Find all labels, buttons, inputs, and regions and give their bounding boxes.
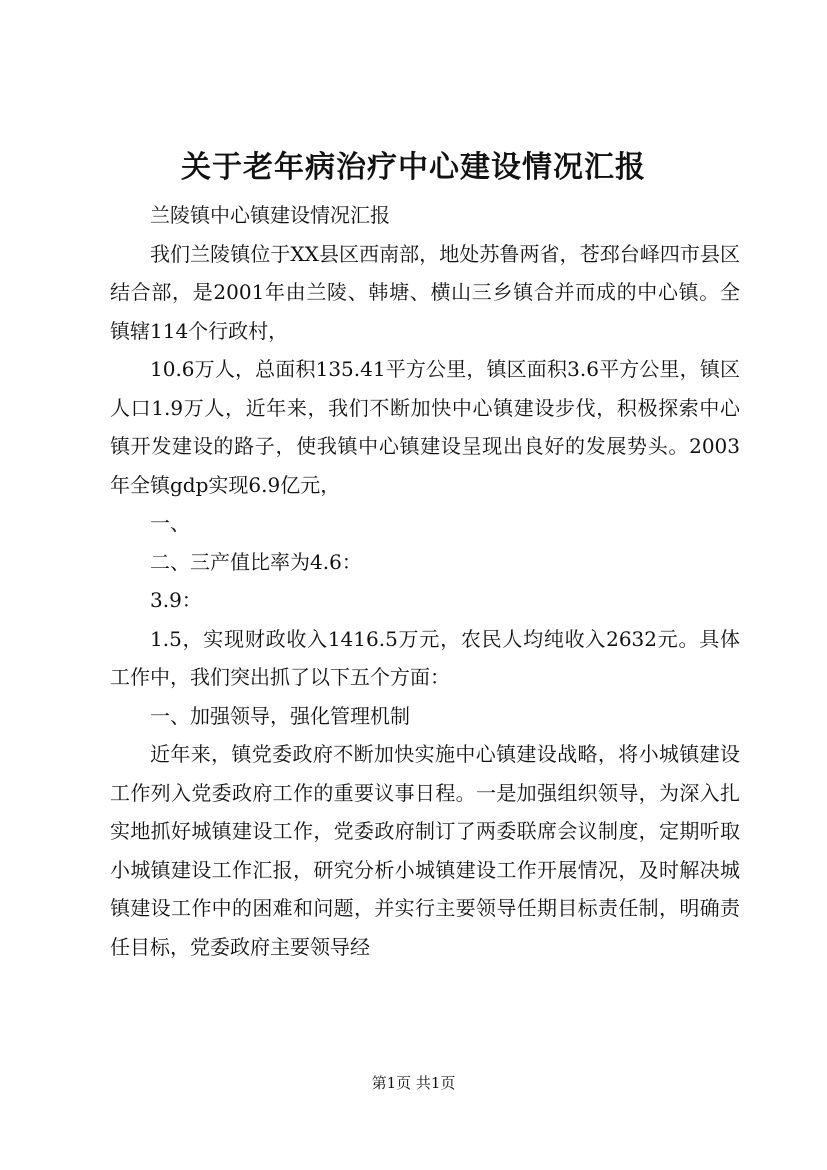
paragraph-subtitle: 兰陵镇中心镇建设情况汇报 [150, 203, 390, 227]
paragraph-revenue: 1.5，实现财政收入1416.5万元，农民人均纯收入2632元。具体工作中，我们突出抓了以下五个方面： [110, 626, 740, 689]
document-title: 关于老年病治疗中心建设情况汇报 [181, 150, 646, 185]
paragraph-industry-ratio: 二、三产值比率为4.6： [150, 549, 362, 574]
section-heading: 一、加强领导，强化管理机制 [150, 703, 410, 728]
document-body [110, 196, 740, 966]
paragraph-population: 10.6万人，总面积135.41平方公里，镇区面积3.6平方公里，镇区人口1.9万人，近年来，我们不断加快中心镇建设步伐，积极探索中心镇开发建设的路子，使我镇中心镇建设呈现出良好的发展势头。2003年全镇gdp实现6.9亿元， [110, 357, 740, 497]
paragraph-leadership: 近年来，镇党委政府不断加快实施中心镇建设战略，将小城镇建设工作列入党委政府工作的重要议事日程。一是加强组织领导，为深入扎实地抓好城镇建设工作，党委政府制订了两委联席会议制度，定期听取小城镇建设工作汇报，研究分析小城镇建设工作开展情况，及时解决城镇建设工作中的困难和问题，并实行主要领导任期目标责任制，明确责任目标，党委政府主要领导经 [110, 742, 740, 959]
paragraph-item-one: 一、 [150, 511, 190, 535]
paragraph-ratio-part: 3.9： [150, 588, 202, 612]
paragraph-location: 我们兰陵镇位于XX县区西南部，地处苏鲁两省，苍邳台峄四市县区结合部，是2001年由兰陵、韩塘、横山三乡镇合并而成的中心镇。全镇辖114个行政村， [110, 241, 740, 343]
page-footer: 第1页 共1页 [371, 1074, 456, 1092]
